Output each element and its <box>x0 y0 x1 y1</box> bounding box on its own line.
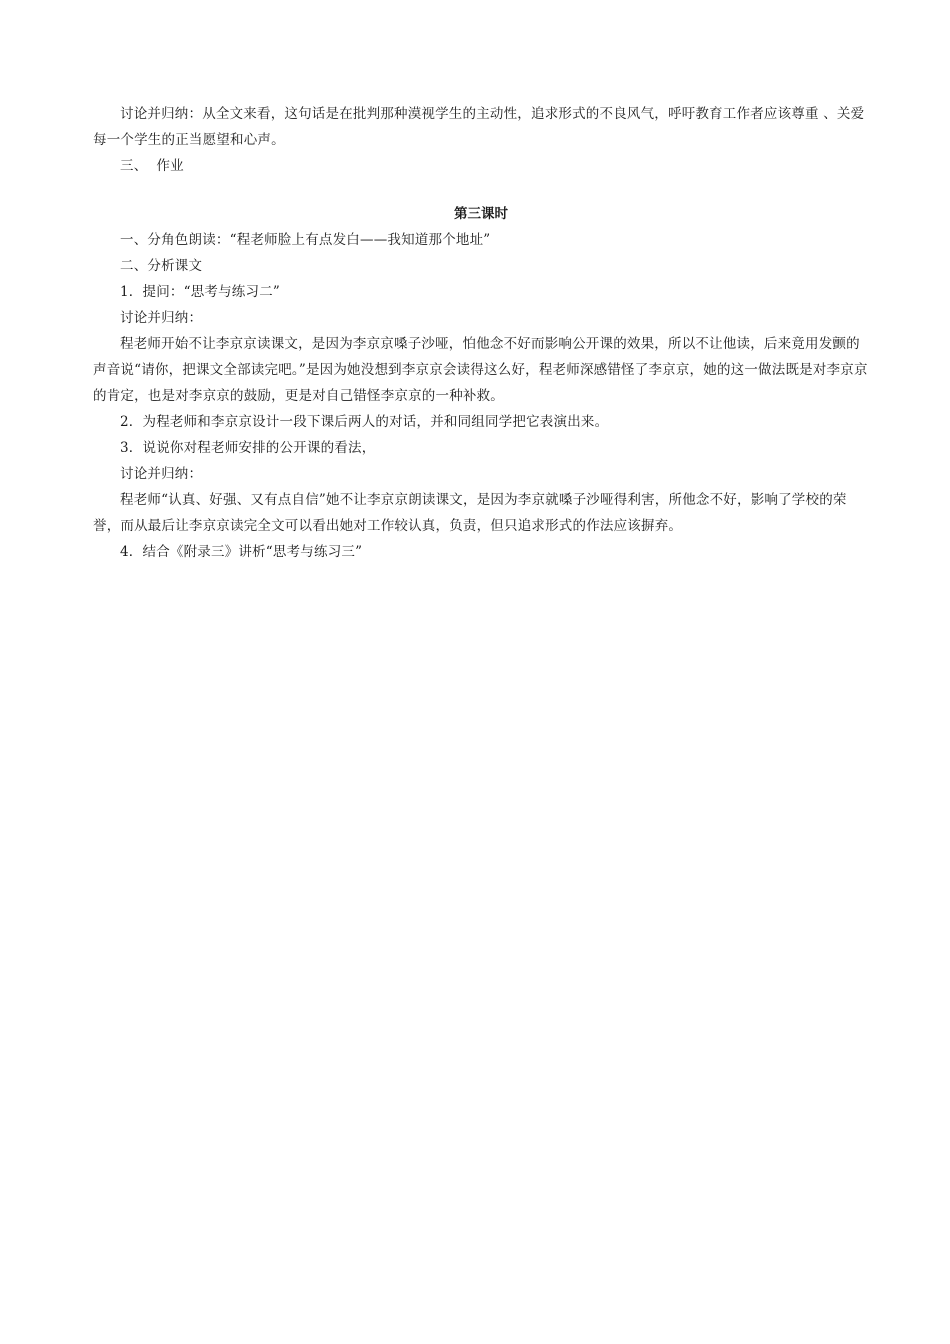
discussion-label-2: 讨论并归纳： <box>120 466 203 482</box>
question-two-item: 1．提问：“思考与练习二” <box>120 284 280 300</box>
analyze-text-item: 二、分析课文 <box>120 258 203 274</box>
discussion-label-1: 讨论并归纳： <box>120 310 203 326</box>
discussion-summary-paragraph: 讨论并归纳：从全文来看，这句话是在批判那种漠视学生的主动性，追求形式的不良风气，呼吁教育工作者应该尊重 、关爱每一个学生的正当愿望和心声。 <box>93 106 865 148</box>
opinion-item: 3．说说你对程老师安排的公开课的看法， <box>120 440 376 456</box>
teacher-analysis-paragraph: 程老师开始不让李京京读课文，是因为李京京嗓子沙哑，怕他念不好而影响公开课的效果，所以不让他读，后来竟用发颤的声音说“请你，把课文全部读完吧。”是因为她没想到李京京会读得这么好，程老师深感错怪了李京京，她的这一做法既是对李京京的肯定，也是对李京京的鼓励，更是对自己错怪李京京的一种补救。 <box>93 336 868 404</box>
homework-heading: 三、 作业 <box>120 158 184 174</box>
appendix-item: 4．结合《附录三》讲析“思考与练习三” <box>120 544 363 560</box>
lesson-three-title: 第三课时 <box>454 206 508 222</box>
section-spacer <box>93 179 869 201</box>
dialogue-design-item: 2．为程老师和李京京设计一段下课后两人的对话，并和同组同学把它表演出来。 <box>120 414 609 430</box>
role-reading-item: 一、分角色朗读：“程老师脸上有点发白——我知道那个地址” <box>120 232 491 248</box>
teacher-character-paragraph: 程老师“认真、好强、又有点自信”她不让李京京朗读课文，是因为李京就嗓子沙哑得利害，所他念不好，影响了学校的荣誉，而从最后让李京京读完全文可以看出她对工作较认真，负责，但只追求形式的作法应该摒弃。 <box>93 492 847 534</box>
document-body <box>93 101 869 565</box>
